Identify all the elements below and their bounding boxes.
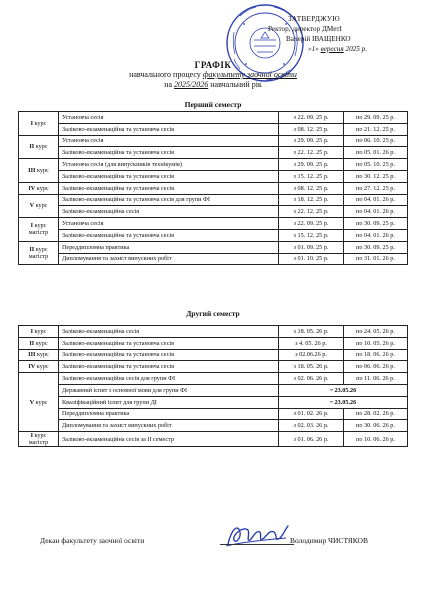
date-from-cell: з 22. 12. 25 р. bbox=[279, 206, 344, 218]
table-row bbox=[19, 194, 408, 206]
subtitle-year-prefix: на bbox=[164, 80, 173, 89]
table-row bbox=[19, 206, 408, 218]
course-cell: III курс bbox=[19, 159, 59, 183]
table-row bbox=[19, 241, 408, 253]
activity-cell: Заліково-екзаменаційна та установча сесія bbox=[59, 349, 279, 361]
activity-cell: Дипломування та захист випускних робіт bbox=[59, 420, 279, 432]
date-from-cell: з 4. 05. 26 р. bbox=[279, 337, 344, 349]
dean-title: Декан факультету заочної освіти bbox=[40, 536, 145, 545]
course-cell: II курс магістр bbox=[19, 241, 59, 265]
date-from-cell: з 15. 12. 25 р. bbox=[279, 170, 344, 182]
table-row bbox=[19, 135, 408, 147]
semester2-table bbox=[18, 325, 408, 447]
activity-cell: Заліково-екзаменаційна сесія bbox=[59, 326, 279, 338]
activity-cell: Заліково-екзаменаційна сесія для групи ФІ bbox=[59, 373, 279, 385]
activity-cell: Заліково-екзаменаційна та установча сесія bbox=[59, 170, 279, 182]
activity-cell: Установча сесія (для випускників технікумів) bbox=[59, 159, 279, 171]
date-from-cell: з 29. 09. 25 р. bbox=[279, 135, 344, 147]
activity-cell: Заліково-екзаменаційна та установча сесія bbox=[59, 337, 279, 349]
date-to-cell: по 18. 06. 26 р. bbox=[344, 349, 408, 361]
date-from-cell: з 18. 12. 25 р. bbox=[279, 194, 344, 206]
date-from-cell: з 22. 09. 25 р. bbox=[279, 218, 344, 230]
activity-cell: Заліково-екзаменаційна та установча сесія для групи ФІ bbox=[59, 194, 279, 206]
semester1-title: Перший семестр bbox=[184, 100, 242, 109]
activity-cell: Переддипломна практика bbox=[59, 241, 279, 253]
date-merged-cell: ~ 23.05.26 bbox=[279, 396, 408, 408]
signature-line bbox=[220, 544, 294, 545]
handwritten-signature bbox=[222, 518, 292, 552]
table-row bbox=[19, 218, 408, 230]
table-row bbox=[19, 373, 408, 385]
date-to-cell: по 06. 10. 25 р. bbox=[344, 135, 408, 147]
activity-cell: Заліково-екзаменаційна та установча сесія bbox=[59, 361, 279, 373]
date-to-cell: по 31. 01. 26 р. bbox=[344, 253, 408, 265]
approval-heading: ЗАТВЕРДЖУЮ bbox=[288, 15, 340, 23]
date-to-cell: по 05. 10. 25 р. bbox=[344, 159, 408, 171]
table-row bbox=[19, 337, 408, 349]
table-row bbox=[19, 326, 408, 338]
table-row bbox=[19, 182, 408, 194]
course-cell: IV курс bbox=[19, 361, 59, 373]
date-to-cell: по 30. 09. 25 р. bbox=[344, 241, 408, 253]
date-to-cell: по 28. 02. 26 р. bbox=[344, 408, 408, 420]
date-to-cell: по 27. 12. 25 р. bbox=[344, 182, 408, 194]
activity-cell: Переддипломна практика bbox=[59, 408, 279, 420]
date-from-cell: з 01. 10. 25 р. bbox=[279, 253, 344, 265]
course-cell: I курс магістр bbox=[19, 218, 59, 242]
table-row bbox=[19, 253, 408, 265]
course-cell: V курс bbox=[19, 194, 59, 218]
activity-cell: Заліково-екзаменаційна сесія bbox=[59, 206, 279, 218]
title-block bbox=[0, 60, 426, 90]
date-from-cell: з 29. 09. 25 р. bbox=[279, 159, 344, 171]
table-row bbox=[19, 112, 408, 124]
date-from-cell: з 18. 05. 26 р. bbox=[279, 326, 344, 338]
date-to-cell: по 06. 06. 26 р. bbox=[344, 361, 408, 373]
date-to-cell: по 04. 01. 26 р. bbox=[344, 229, 408, 241]
date-to-cell: по 30. 06. 26 р. bbox=[344, 420, 408, 432]
subtitle-line-2 bbox=[0, 80, 426, 90]
date-from-cell: з 08. 12. 25 р. bbox=[279, 123, 344, 135]
table-row bbox=[19, 432, 408, 447]
date-to-cell: по 21. 12. 25 р. bbox=[344, 123, 408, 135]
table-row bbox=[19, 349, 408, 361]
approval-block bbox=[258, 14, 418, 54]
activity-cell: Установча сесія bbox=[59, 135, 279, 147]
course-cell: IV курс bbox=[19, 182, 59, 194]
course-cell: II курс bbox=[19, 135, 59, 159]
date-from-cell: з 18. 05. 26 р. bbox=[279, 361, 344, 373]
approval-position: Ректор, директор ДМетІ bbox=[268, 25, 342, 33]
course-cell: V курс bbox=[19, 373, 59, 432]
table-row bbox=[19, 361, 408, 373]
date-to-cell: по 24. 05. 26 р. bbox=[344, 326, 408, 338]
activity-cell: Заліково-екзаменаційна та установча сесія bbox=[59, 229, 279, 241]
date-to-cell: по 30. 09. 25 р. bbox=[344, 218, 408, 230]
activity-cell: Заліково-екзаменаційна та установча сесія bbox=[59, 147, 279, 159]
activity-cell: Заліково-екзаменаційна сесія за II семестр bbox=[59, 432, 279, 447]
table-row bbox=[19, 384, 408, 396]
date-from-cell: з 22. 09. 25 р. bbox=[279, 112, 344, 124]
date-from-cell: з 02. 03. 26 р. bbox=[279, 420, 344, 432]
table-row bbox=[19, 420, 408, 432]
course-cell: I курс магістр bbox=[19, 432, 59, 447]
approval-day: «1» bbox=[308, 45, 319, 53]
subtitle-academic-year: 2025/2026 bbox=[174, 80, 209, 89]
activity-cell: Державний іспит з основної мови для групи ФІ bbox=[59, 384, 279, 396]
date-to-cell: по 11. 06. 26 р. bbox=[344, 373, 408, 385]
date-to-cell: по 05. 01. 26 р. bbox=[344, 147, 408, 159]
activity-cell: Кваліфікаційний іспит для групи ДІ bbox=[59, 396, 279, 408]
date-to-cell: по 29. 09. 25 р. bbox=[344, 112, 408, 124]
table-row bbox=[19, 408, 408, 420]
date-to-cell: по 04. 01. 26 р. bbox=[344, 194, 408, 206]
date-from-cell: з 01. 09. 25 р. bbox=[279, 241, 344, 253]
date-from-cell: з 15. 12. 25 р. bbox=[279, 229, 344, 241]
activity-cell: Установча сесія bbox=[59, 112, 279, 124]
subtitle-prefix: навчального процесу bbox=[129, 70, 201, 79]
table-row bbox=[19, 229, 408, 241]
subtitle-year-suffix: навчальний рік bbox=[210, 80, 262, 89]
date-to-cell: по 10. 05. 26 р. bbox=[344, 337, 408, 349]
table-row bbox=[19, 123, 408, 135]
course-cell: I курс bbox=[19, 326, 59, 338]
table-row bbox=[19, 396, 408, 408]
date-from-cell: з 01. 06. 26 р. bbox=[279, 432, 344, 447]
course-cell: I курс bbox=[19, 112, 59, 136]
table-row bbox=[19, 147, 408, 159]
date-from-cell: з 22. 12. 25 р. bbox=[279, 147, 344, 159]
activity-cell: Заліково-екзаменаційна та установча сесія bbox=[59, 123, 279, 135]
approval-name: Валерій ІВАЩЕНКО bbox=[286, 35, 351, 43]
course-cell: II курс bbox=[19, 337, 59, 349]
date-from-cell: з 02. 06. 26 р. bbox=[279, 373, 344, 385]
dean-name: Володимир ЧИСТЯКОВ bbox=[290, 536, 368, 545]
page-title: ГРАФІК bbox=[194, 60, 232, 70]
table-row bbox=[19, 170, 408, 182]
date-merged-cell: ~ 23.05.26 bbox=[279, 384, 408, 396]
date-from-cell: з 02.06.26 р. bbox=[279, 349, 344, 361]
date-from-cell: з 08. 12. 25 р. bbox=[279, 182, 344, 194]
date-to-cell: по 30. 12. 25 р. bbox=[344, 170, 408, 182]
subtitle-faculty: факультету заочної освіти bbox=[202, 70, 297, 79]
approval-month: вересня bbox=[320, 45, 344, 53]
activity-cell: Заліково-екзаменаційна та установча сесія bbox=[59, 182, 279, 194]
date-to-cell: по 10. 06. 26 р. bbox=[344, 432, 408, 447]
activity-cell: Установча сесія bbox=[59, 218, 279, 230]
activity-cell: Дипломування та захист випускних робіт bbox=[59, 253, 279, 265]
course-cell: III курс bbox=[19, 349, 59, 361]
approval-year: 2025 р. bbox=[345, 45, 368, 53]
semester2-title: Другий семестр bbox=[186, 309, 240, 318]
semester1-table bbox=[18, 111, 408, 265]
date-to-cell: по 04. 01. 26 р. bbox=[344, 206, 408, 218]
subtitle-line-1 bbox=[0, 70, 426, 80]
table-row bbox=[19, 159, 408, 171]
approval-date bbox=[258, 44, 418, 54]
date-from-cell: з 01. 02. 26 р. bbox=[279, 408, 344, 420]
